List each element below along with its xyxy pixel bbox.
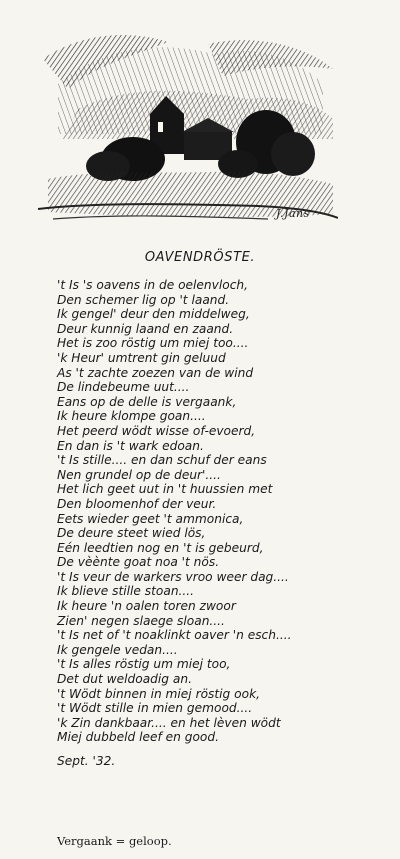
poem-line: Den bloomenhof der veur. [57,496,217,511]
poem-date: Sept. '32. [57,754,116,768]
poem-line: Eans op de delle is vergaank, [57,394,237,409]
poem-line: 't Is stille.... en dan schuf der eans [57,453,267,468]
poem-line: Het is zoo röstig um miej too.... [57,336,249,351]
poem-line: 'k Zin dankbaar.... en het lèven wödt [57,715,281,730]
poem-line: 't Is net of 't noaklinkt oaver 'n esch.... [57,628,292,643]
poem-line: Deur kunnig laand en zaand. [57,321,234,336]
poem-line: Miej dubbeld leef en good. [57,730,219,745]
poem-line: Zien' negen slaege sloan.... [57,613,225,628]
footnote: Vergaank = geloop. [57,834,172,848]
poem-line: Ik heure 'n oalen toren zwoor [57,599,236,614]
poem-line: De lindebeume uut.... [57,380,190,395]
church-landscape-image [38,14,338,236]
poem-line: Eets wieder geet 't ammonica, [57,511,244,526]
poem-line: 'k Heur' umtrent gin geluud [57,350,226,365]
poem-title: OAVENDRÖSTE. [144,250,256,265]
poem-line: Ik blieve stille stoan.... [57,584,195,599]
artist-signature: J.Jans [276,207,310,220]
poem-line: Het lich geet uut in 't huussien met [57,482,273,497]
woodcut-illustration [38,14,338,236]
poem-line: Det dut weldoadig an. [57,672,192,687]
poem-line: En dan is 't wark edoan. [57,438,204,453]
poem-line: Het peerd wödt wisse of-evoerd, [57,423,256,438]
poem-line: Ik gengele vedan.... [57,642,178,657]
poem-line: Eén leedtien nog en 't is gebeurd, [57,540,264,555]
poem-line: 't Wödt stille in mien gemood.... [57,701,253,716]
poem-line: 't Is 's oavens in de oelenvloch, [57,278,248,292]
poem-line: Nen grundel op de deur'.... [57,467,221,482]
poem-line: 't Wödt binnen in miej röstig ook, [57,686,261,701]
poem-line: 't Is alles röstig um miej too, [57,657,231,672]
poem-line: As 't zachte zoezen van de wind [57,365,254,380]
poem-line: De vèènte goat noa 't nös. [57,555,220,570]
poem-line: 't Is veur de warkers vroo weer dag.... [57,569,289,584]
poem-line: Den schemer lig op 't laand. [57,292,230,307]
poem-line: De deure steet wied lös, [57,526,206,541]
poem-line: Ik gengel' deur den middelweg, [57,307,250,322]
poem-line: Ik heure klompe goan.... [57,409,206,424]
poem-body [57,278,291,745]
